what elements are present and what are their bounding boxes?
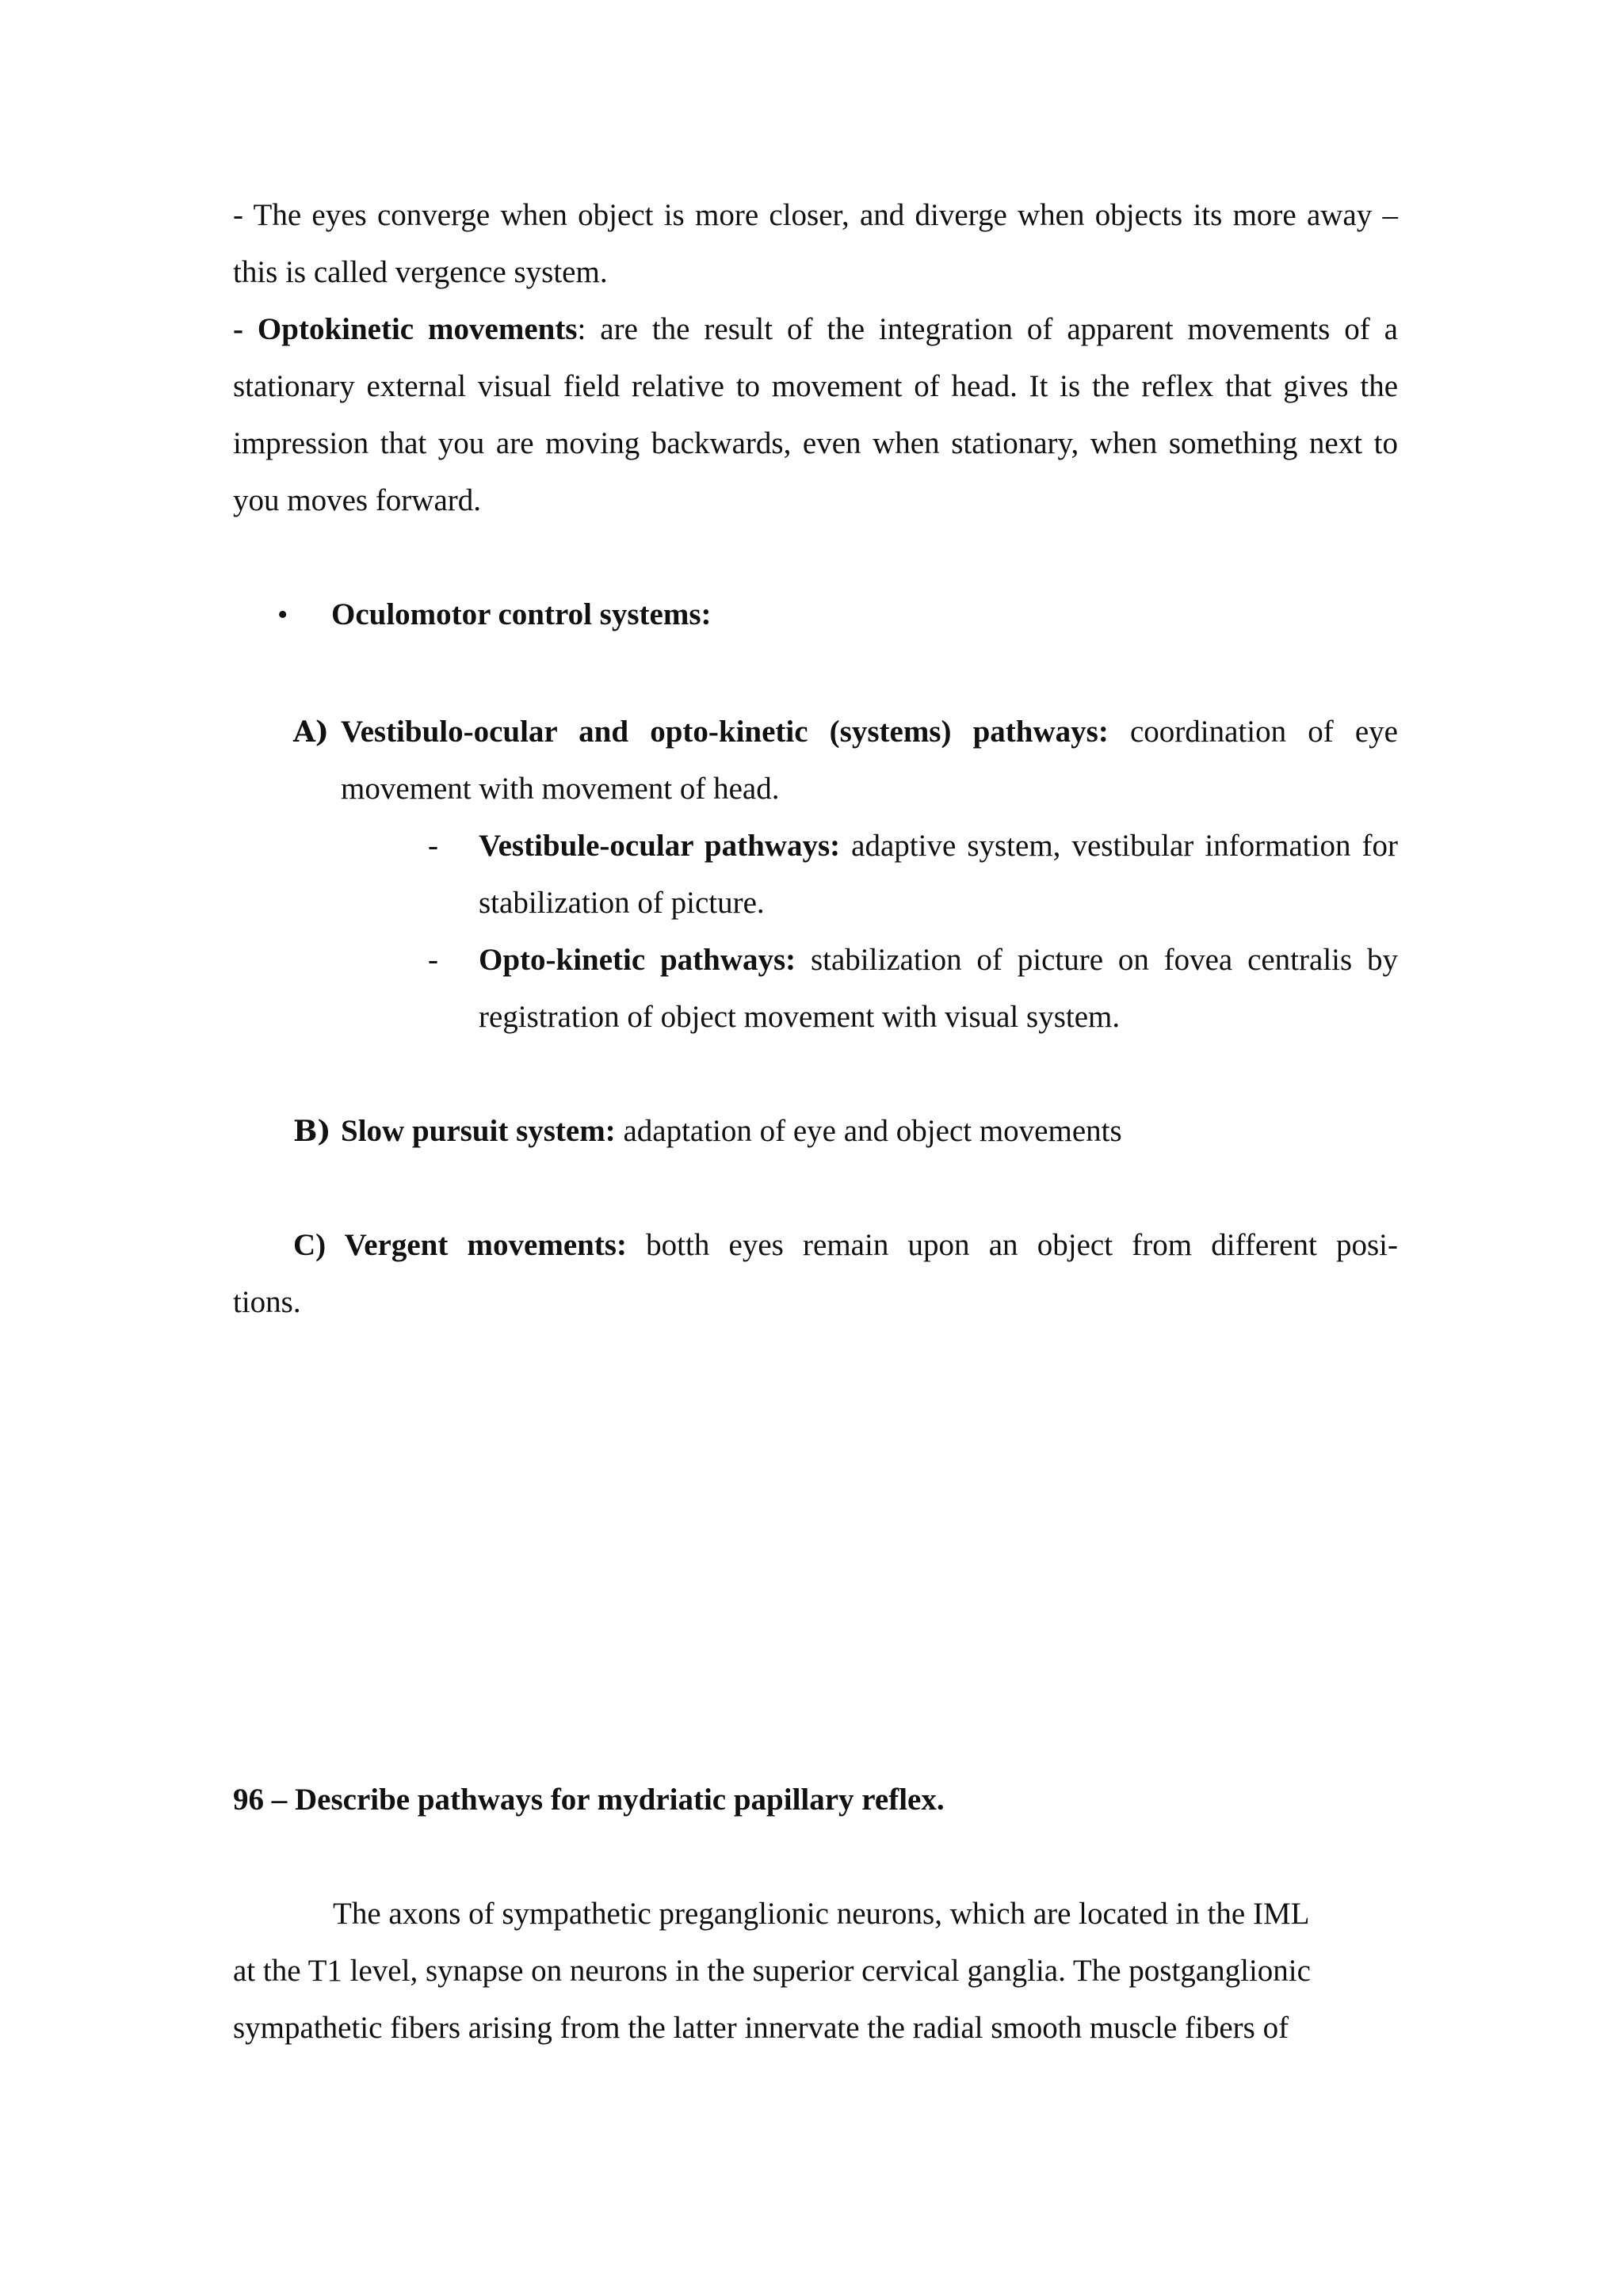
vergence-text: - The eyes converge when object is more closer, and diverge when objects its more away – this is called vergence system. [233,198,1398,289]
optokinetic-definition: : are the result of the integration of apparent movements of a stationary external visual field relative to movement of head. It is the reflex that gives the impression that you are moving backwards, even when stationary, when something next to you moves forward. [233,312,1398,517]
item-c-definition: botth eyes remain upon an object from different posi- [626,1228,1398,1262]
answer-line-3: sympathetic fibers arising from the latter innervate the radial smooth muscle fibers of [233,2011,1289,2045]
question-title: 96 – Describe pathways for mydriatic papillary reflex. [233,1783,945,1817]
answer-line-1-text: The axons of sympathetic preganglionic neurons, which are located in the IML [333,1897,1310,1931]
optokinetic-term: - Optokinetic movements [233,312,578,346]
sub-item-text [479,818,1398,932]
item-a-term: Vestibulo-ocular and opto-kinetic (systems) pathways: [341,715,1109,749]
sub-item-definition: adaptive system, vestibular information for stabilization of picture. [479,829,1398,920]
item-c-line-2: tions. [233,1285,301,1319]
optokinetic-paragraph [233,301,1398,529]
item-c-line-1 [293,1217,1398,1274]
list-item-c [233,1217,1398,1331]
item-b-definition: adaptation of eye and object movements [615,1114,1122,1148]
dash-marker: - [428,829,438,863]
item-b-marker: B) [293,1115,331,1148]
dash-marker: - [428,943,438,977]
item-b-term: Slow pursuit system: [341,1114,616,1148]
item-a-definition: coordination of eye movement with movement of head. [341,715,1398,806]
vergence-paragraph [233,187,1398,301]
bullet-icon: • [277,598,288,631]
oculomotor-heading: Oculomotor control systems: [331,597,712,631]
sub-item-definition: stabilization of picture on fovea centralis by registration of object movement with visual system. [479,943,1398,1034]
question-heading [233,1772,1398,1829]
item-b-text [341,1103,1398,1160]
answer-line-1 [233,1886,1374,1943]
sub-item-term: Opto-kinetic pathways: [479,943,796,977]
sub-item-term: Vestibule-ocular pathways: [479,829,841,863]
item-a-text [341,704,1398,818]
item-a-marker: A) [293,715,329,749]
sub-item-text [479,932,1398,1046]
answer-line-2: at the T1 level, synapse on neurons in the superior cervical ganglia. The postganglionic [233,1954,1311,1988]
item-c-term: C) Vergent movements: [293,1228,627,1262]
answer-paragraph [233,1886,1374,2057]
